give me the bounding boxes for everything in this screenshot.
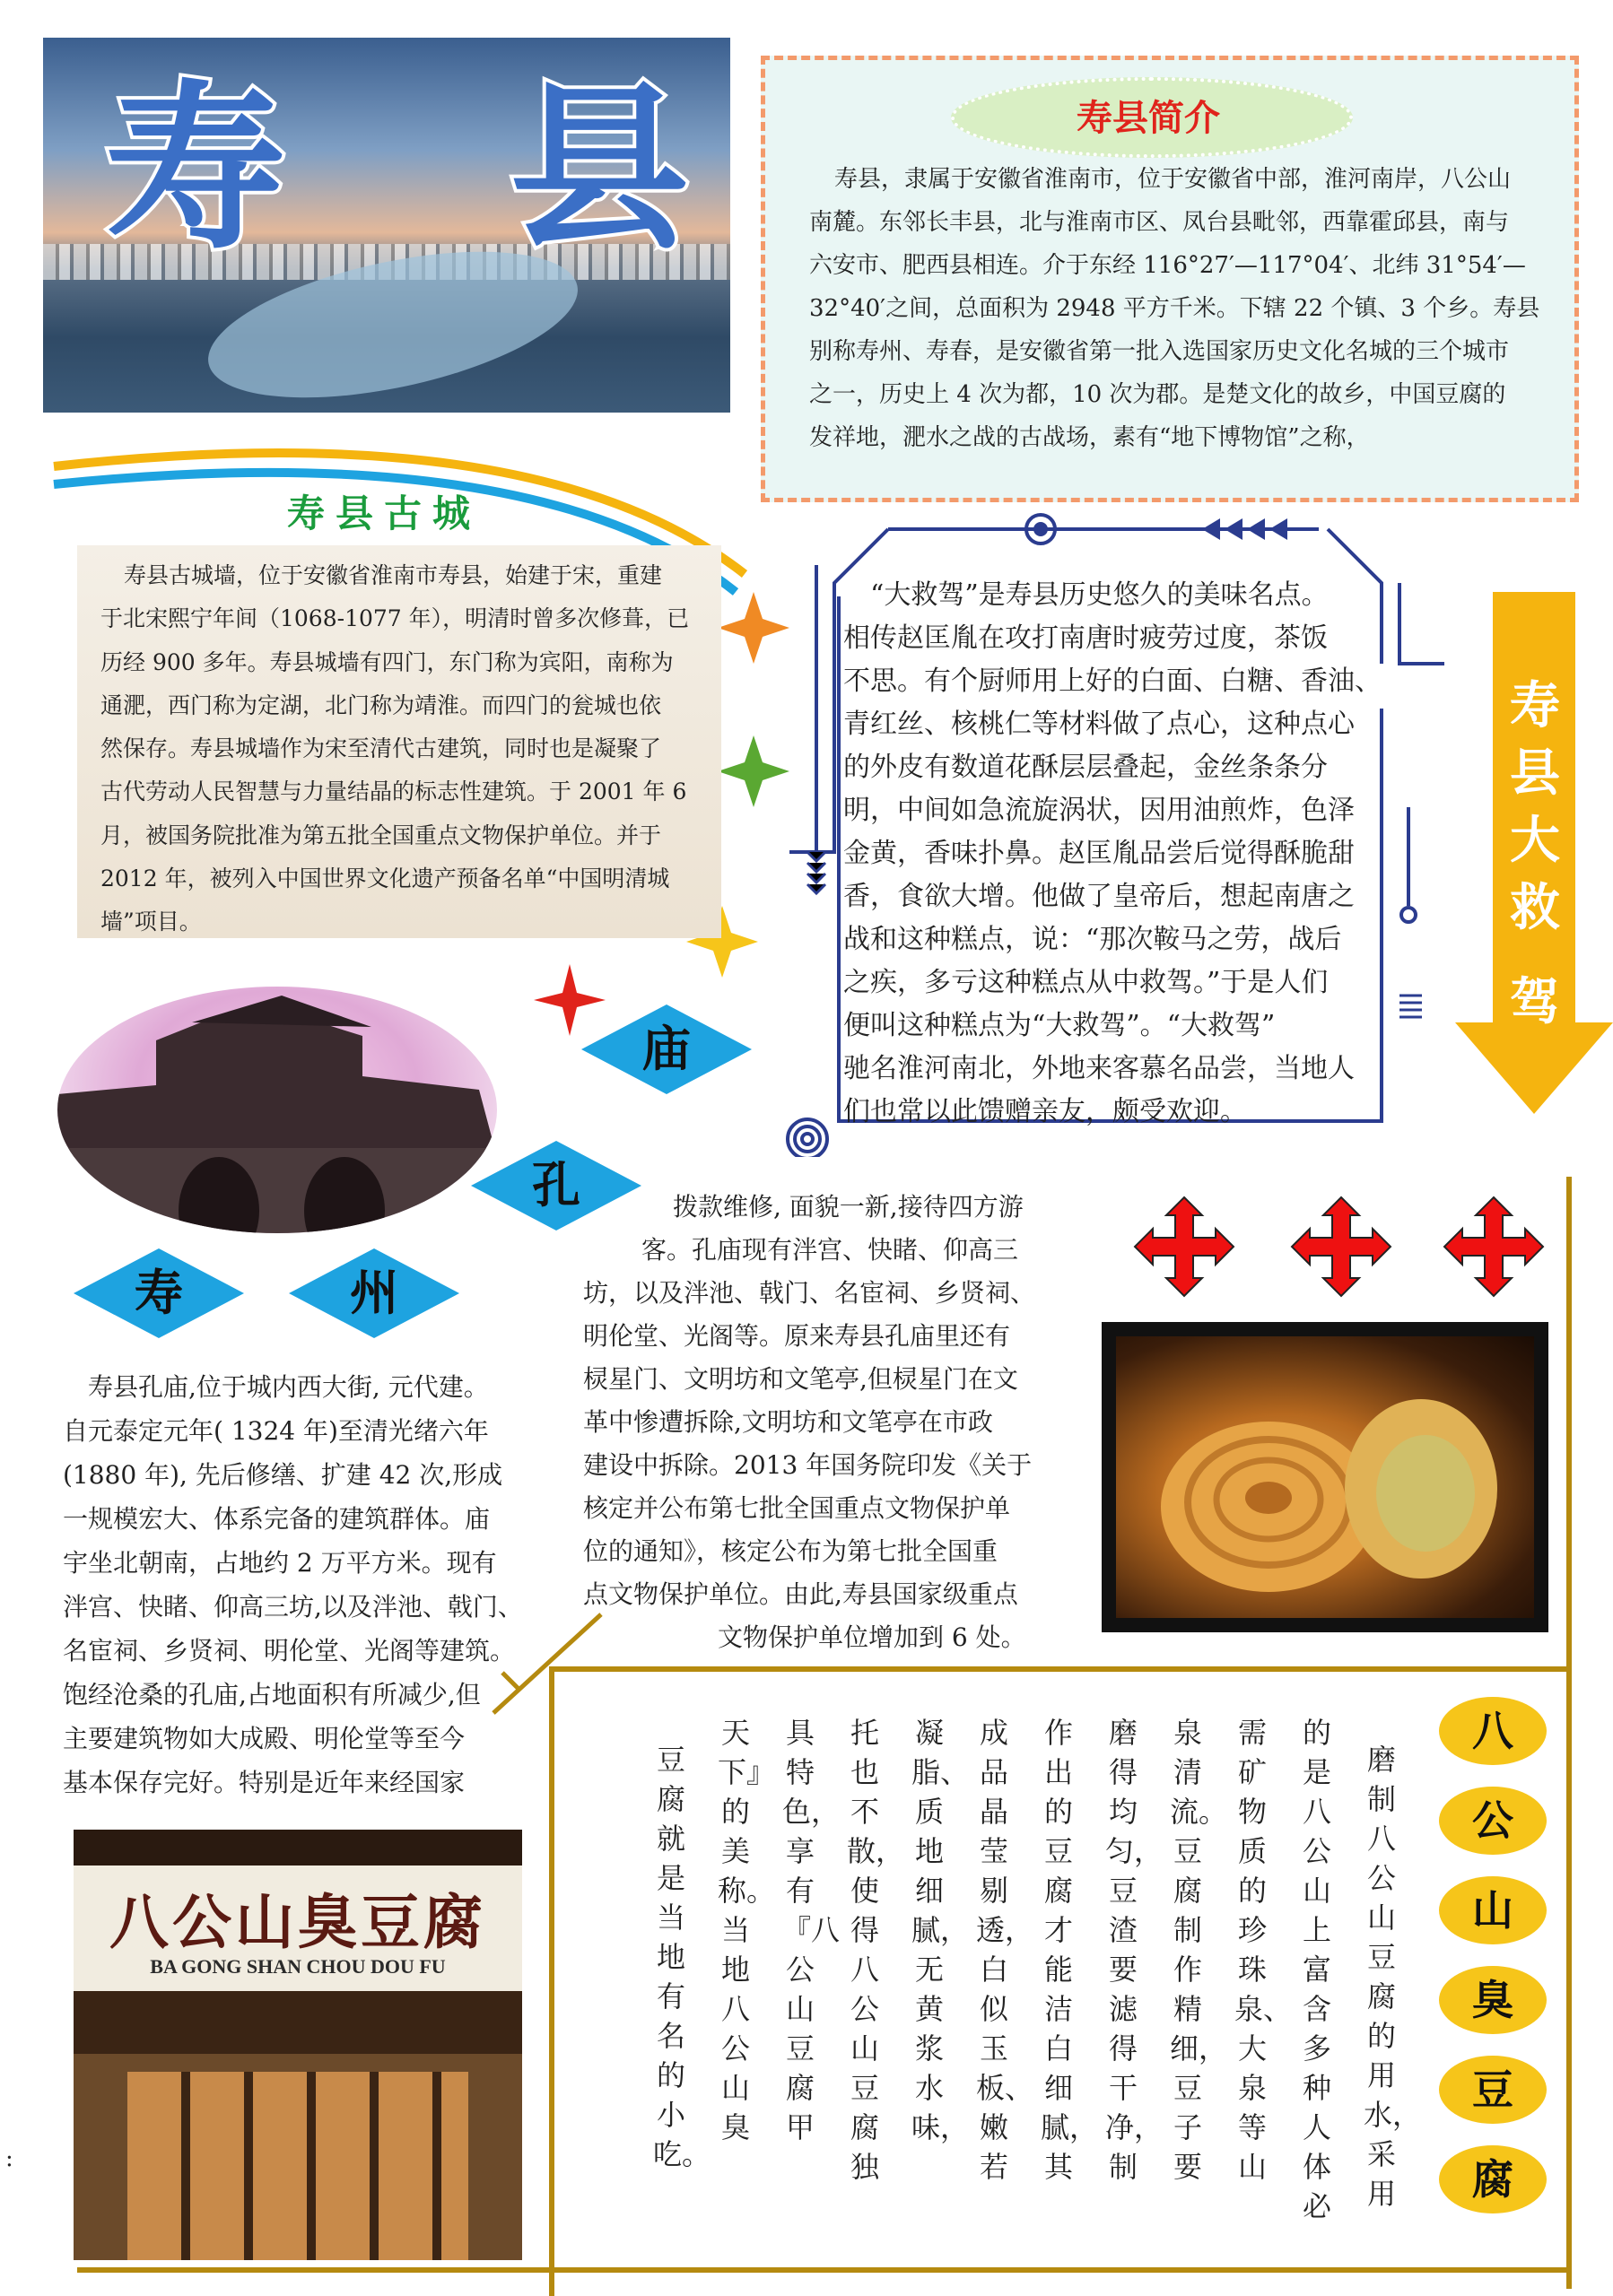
kongmiao-line: 主要建筑物如大成殿、明伦堂等至今 (63, 1724, 466, 1753)
intro-line: 发祥地，淝水之战的古战场，素有“地下博物馆”之称， (809, 424, 1370, 451)
diamond-text: 寿 (135, 1265, 183, 1321)
tofu-title-char: 豆 (1439, 2056, 1547, 2124)
tofu-column: 天下』的美称。当地八公山臭 (718, 1716, 776, 2144)
temple-illustration (57, 987, 497, 1233)
dajiujia-pastry-photo (1116, 1336, 1534, 1618)
pastry-illustration (1116, 1336, 1534, 1618)
red-cross-icon (1135, 1197, 1234, 1296)
old-city-title: 寿县古城 (287, 491, 482, 535)
intro-line: 南麓。东邻长丰县，北与淮南市区、凤台县毗邻，西靠霍邱县，南与 (809, 209, 1510, 236)
old-city-line: 墙”项目。 (100, 909, 202, 935)
diamond-label-miao (581, 1004, 752, 1094)
dajiujia-title-char: 救 (1510, 879, 1560, 937)
kongmiao-line: 客。孔庙现有泮宫、快睹、仰高三 (641, 1235, 1019, 1265)
old-city-line: 然保存。寿县城墙作为宋至清代古建筑，同时也是凝聚了 (100, 735, 662, 762)
kongmiao-left-text (63, 1365, 547, 1805)
kongmiao-line: 宇坐北朝南，占地约 2 万平方米。现有 (63, 1548, 497, 1578)
dajiujia-line: 明，中间如急流旋涡状，因用油煎炸，色泽 (843, 795, 1355, 826)
intro-line: 六安市、肥西县相连。介于东经 116°27′—117°04′、北纬 31°54′— (809, 252, 1526, 279)
kongmiao-line: 坊，以及泮池、戟门、名宦祠、乡贤祠、 (583, 1278, 1036, 1308)
kongmiao-line: 拨款维修, 面貌一新,接待四方游 (673, 1192, 1024, 1222)
dajiujia-line: 不思。有个厨师用上好的白面、白糖、香油、 (843, 665, 1382, 697)
diamond-text: 孔 (532, 1157, 580, 1213)
intro-text (809, 158, 1545, 459)
tofu-column: 作出的豆腐才能洁白细腻，其 (1041, 1716, 1099, 2184)
kongmiao-line: 寿县孔庙,位于城内西大街, 元代建。 (88, 1372, 489, 1402)
old-city-line: 2012 年，被列入中国世界文化遗产预备名单“中国明清城 (100, 865, 670, 892)
intro-line: 32°40′之间，总面积为 2948 平方千米。下辖 22 个镇、3 个乡。寿县 (809, 295, 1540, 322)
gold-border-left (549, 1666, 554, 2296)
red-cross-ornaments (1117, 1193, 1583, 1309)
intro-line: 别称寿州、寿春，是安徽省第一批入选国家历史文化名城的三个城市 (809, 338, 1510, 365)
temple-gate-photo (57, 987, 497, 1233)
dajiujia-line: “大救驾”是寿县历史悠久的美味名点。 (870, 579, 1329, 611)
red-cross-icon (1444, 1197, 1543, 1296)
dajiujia-title-char: 大 (1510, 812, 1560, 870)
banner-char-xian: 县 (510, 65, 690, 274)
header-banner-photo (43, 38, 730, 413)
dajiujia-line: 的外皮有数道花酥层层叠起，金丝条条分 (843, 752, 1328, 783)
old-city-line: 历经 900 多年。寿县城墙有四门，东门称为宾阳，南称为 (100, 648, 674, 675)
kongmiao-line: 点文物保护单位。由此,寿县国家级重点 (583, 1579, 1018, 1609)
diamond-label-shou (74, 1248, 244, 1338)
kongmiao-line: 棂星门、文明坊和文笔亭,但棂星门在文 (583, 1364, 1018, 1394)
tofu-column: 磨制八公山豆腐的用水，采用 (1364, 1743, 1422, 2211)
kongmiao-line: 核定并公布第七批全国重点文物保护单 (583, 1493, 1011, 1523)
tofu-title-char: 公 (1439, 1787, 1547, 1855)
red-cross-icon (1292, 1197, 1391, 1296)
old-city-line: 于北宋熙宁年间（1068-1077 年），明清时曾多次修葺，已 (100, 605, 690, 632)
shop-roof (74, 1830, 522, 1866)
kongmiao-line: 基本保存完好。特别是近年来经国家 (63, 1768, 466, 1797)
gold-border-right (1566, 1177, 1572, 2289)
tofu-title-char: 腐 (1439, 2145, 1547, 2213)
kongmiao-line: 位的通知》，核定公布为第七批全国重 (583, 1536, 998, 1566)
kongmiao-right-text (583, 1186, 1086, 1659)
dajiujia-title-char: 寿 (1510, 677, 1560, 735)
dajiujia-line: 之疾，多亏这种糕点从中救驾。”于是人们 (843, 967, 1329, 998)
intro-line: 之一，历史上 4 次为都，10 次为郡。是楚文化的故乡，中国豆腐的 (809, 381, 1506, 408)
kongmiao-line: 饱经沧桑的孔庙,占地面积有所减少,但 (63, 1680, 481, 1709)
gold-border-bottom (77, 2267, 1572, 2273)
tofu-shop-photo (74, 1830, 522, 2260)
shop-beam (74, 1991, 522, 2054)
tofu-title-char: 山 (1439, 1876, 1547, 1944)
dajiujia-text (843, 574, 1382, 1134)
diamond-text: 州 (350, 1265, 398, 1321)
tofu-column: 泉清流。豆腐制作精细，豆子要 (1170, 1716, 1228, 2184)
dajiujia-line: 们也常以此馈赠亲友，颇受欢迎。 (843, 1096, 1247, 1127)
tofu-column: 凝脂、质地细腻，无黄浆水味， (911, 1716, 970, 2144)
dajiujia-title (1495, 673, 1575, 1036)
tofu-title-char: 臭 (1439, 1966, 1547, 2034)
diamond-text: 庙 (642, 1021, 691, 1077)
gold-border-top (549, 1666, 1572, 1672)
shop-sign-text: 八公山臭豆腐 (109, 1887, 486, 1957)
dajiujia-title-char: 县 (1510, 744, 1560, 803)
tofu-column: 磨得均匀，豆渣要滤得干净，制 (1105, 1716, 1164, 2184)
tofu-column: 需矿物质的珍珠泉、大泉等山 (1234, 1716, 1293, 2184)
kongmiao-line: 文物保护单位增加到 6 处。 (718, 1622, 1026, 1652)
dajiujia-line: 相传赵匡胤在攻打南唐时疲劳过度，茶饭 (843, 622, 1328, 654)
tofu-column: 豆腐就是当地有名的小吃。 (653, 1743, 711, 2171)
old-city-line: 寿县古城墙，位于安徽省淮南市寿县，始建于宋，重建 (124, 562, 663, 588)
banner-char-shou: 寿 (106, 65, 286, 274)
kongmiao-line: 泮宫、快睹、仰高三坊,以及泮池、戟门、 (63, 1592, 523, 1622)
dajiujia-line: 战和这种糕点，说：“那次鞍马之劳，战后 (843, 924, 1342, 955)
tofu-column: 成品晶莹剔透，白似玉板、嫩若 (976, 1716, 1034, 2184)
dajiujia-line: 金黄，香味扑鼻。赵匡胤品尝后觉得酥脆甜 (843, 838, 1355, 869)
kongmiao-line: 明伦堂、光阁等。原来寿县孔庙里还有 (583, 1321, 1011, 1351)
intro-title: 寿县简介 (1077, 98, 1220, 139)
diamond-label-zhou (289, 1248, 459, 1338)
page-mark: : (5, 2145, 13, 2172)
kongmiao-line: 自元泰定元年( 1324 年)至清光绪六年 (63, 1416, 489, 1446)
kongmiao-line: 一规模宏大、体系完备的建筑群体。庙 (63, 1504, 491, 1534)
dajiujia-line: 香，食欲大增。他做了皇帝后，想起南唐之 (843, 881, 1355, 912)
shop-windows (127, 2072, 468, 2260)
dajiujia-line: 驰名淮河南北，外地来客慕名品尝，当地人 (843, 1053, 1355, 1084)
gold-corner-ornament (484, 1605, 610, 1722)
shop-sign-pinyin: BA GONG SHAN CHOU DOU FU (150, 1955, 446, 1978)
tofu-column: 具特色，享有『八公山豆腐甲 (782, 1716, 841, 2144)
kongmiao-line: 革中惨遭拆除,文明坊和文笔亭在市政 (583, 1407, 993, 1437)
kongmiao-line: 名宦祠、乡贤祠、明伦堂、光阁等建筑。 (63, 1636, 516, 1665)
intro-line: 寿县，隶属于安徽省淮南市，位于安徽省中部，淮河南岸，八公山 (834, 166, 1512, 193)
tofu-column: 的是八公山上富含多种人体必 (1302, 1716, 1331, 2223)
old-city-line: 通淝，西门称为定湖，北门称为靖淮。而四门的瓮城也依 (100, 691, 662, 718)
dajiujia-title-char: 驾 (1510, 973, 1560, 1031)
old-city-line: 月，被国务院批准为第五批全国重点文物保护单位。并于 (100, 822, 662, 848)
kongmiao-line: (1880 年), 先后修缮、扩建 42 次,形成 (63, 1460, 503, 1490)
old-city-text (100, 554, 719, 944)
dajiujia-line: 便叫这种糕点为“大救驾”。“大救驾” (843, 1010, 1276, 1041)
tofu-title-char: 八 (1439, 1697, 1547, 1765)
kongmiao-line: 建设中拆除。2013 年国务院印发《关于 (583, 1450, 1033, 1480)
dajiujia-line: 青红丝、核桃仁等材料做了点心，这种点心 (843, 709, 1355, 740)
tofu-column: 托也不散，使得八公山豆腐独 (847, 1716, 905, 2184)
old-city-line: 古代劳动人民智慧与力量结晶的标志性建筑。于 2001 年 6 (100, 778, 687, 805)
tofu-text (628, 1713, 1422, 2223)
